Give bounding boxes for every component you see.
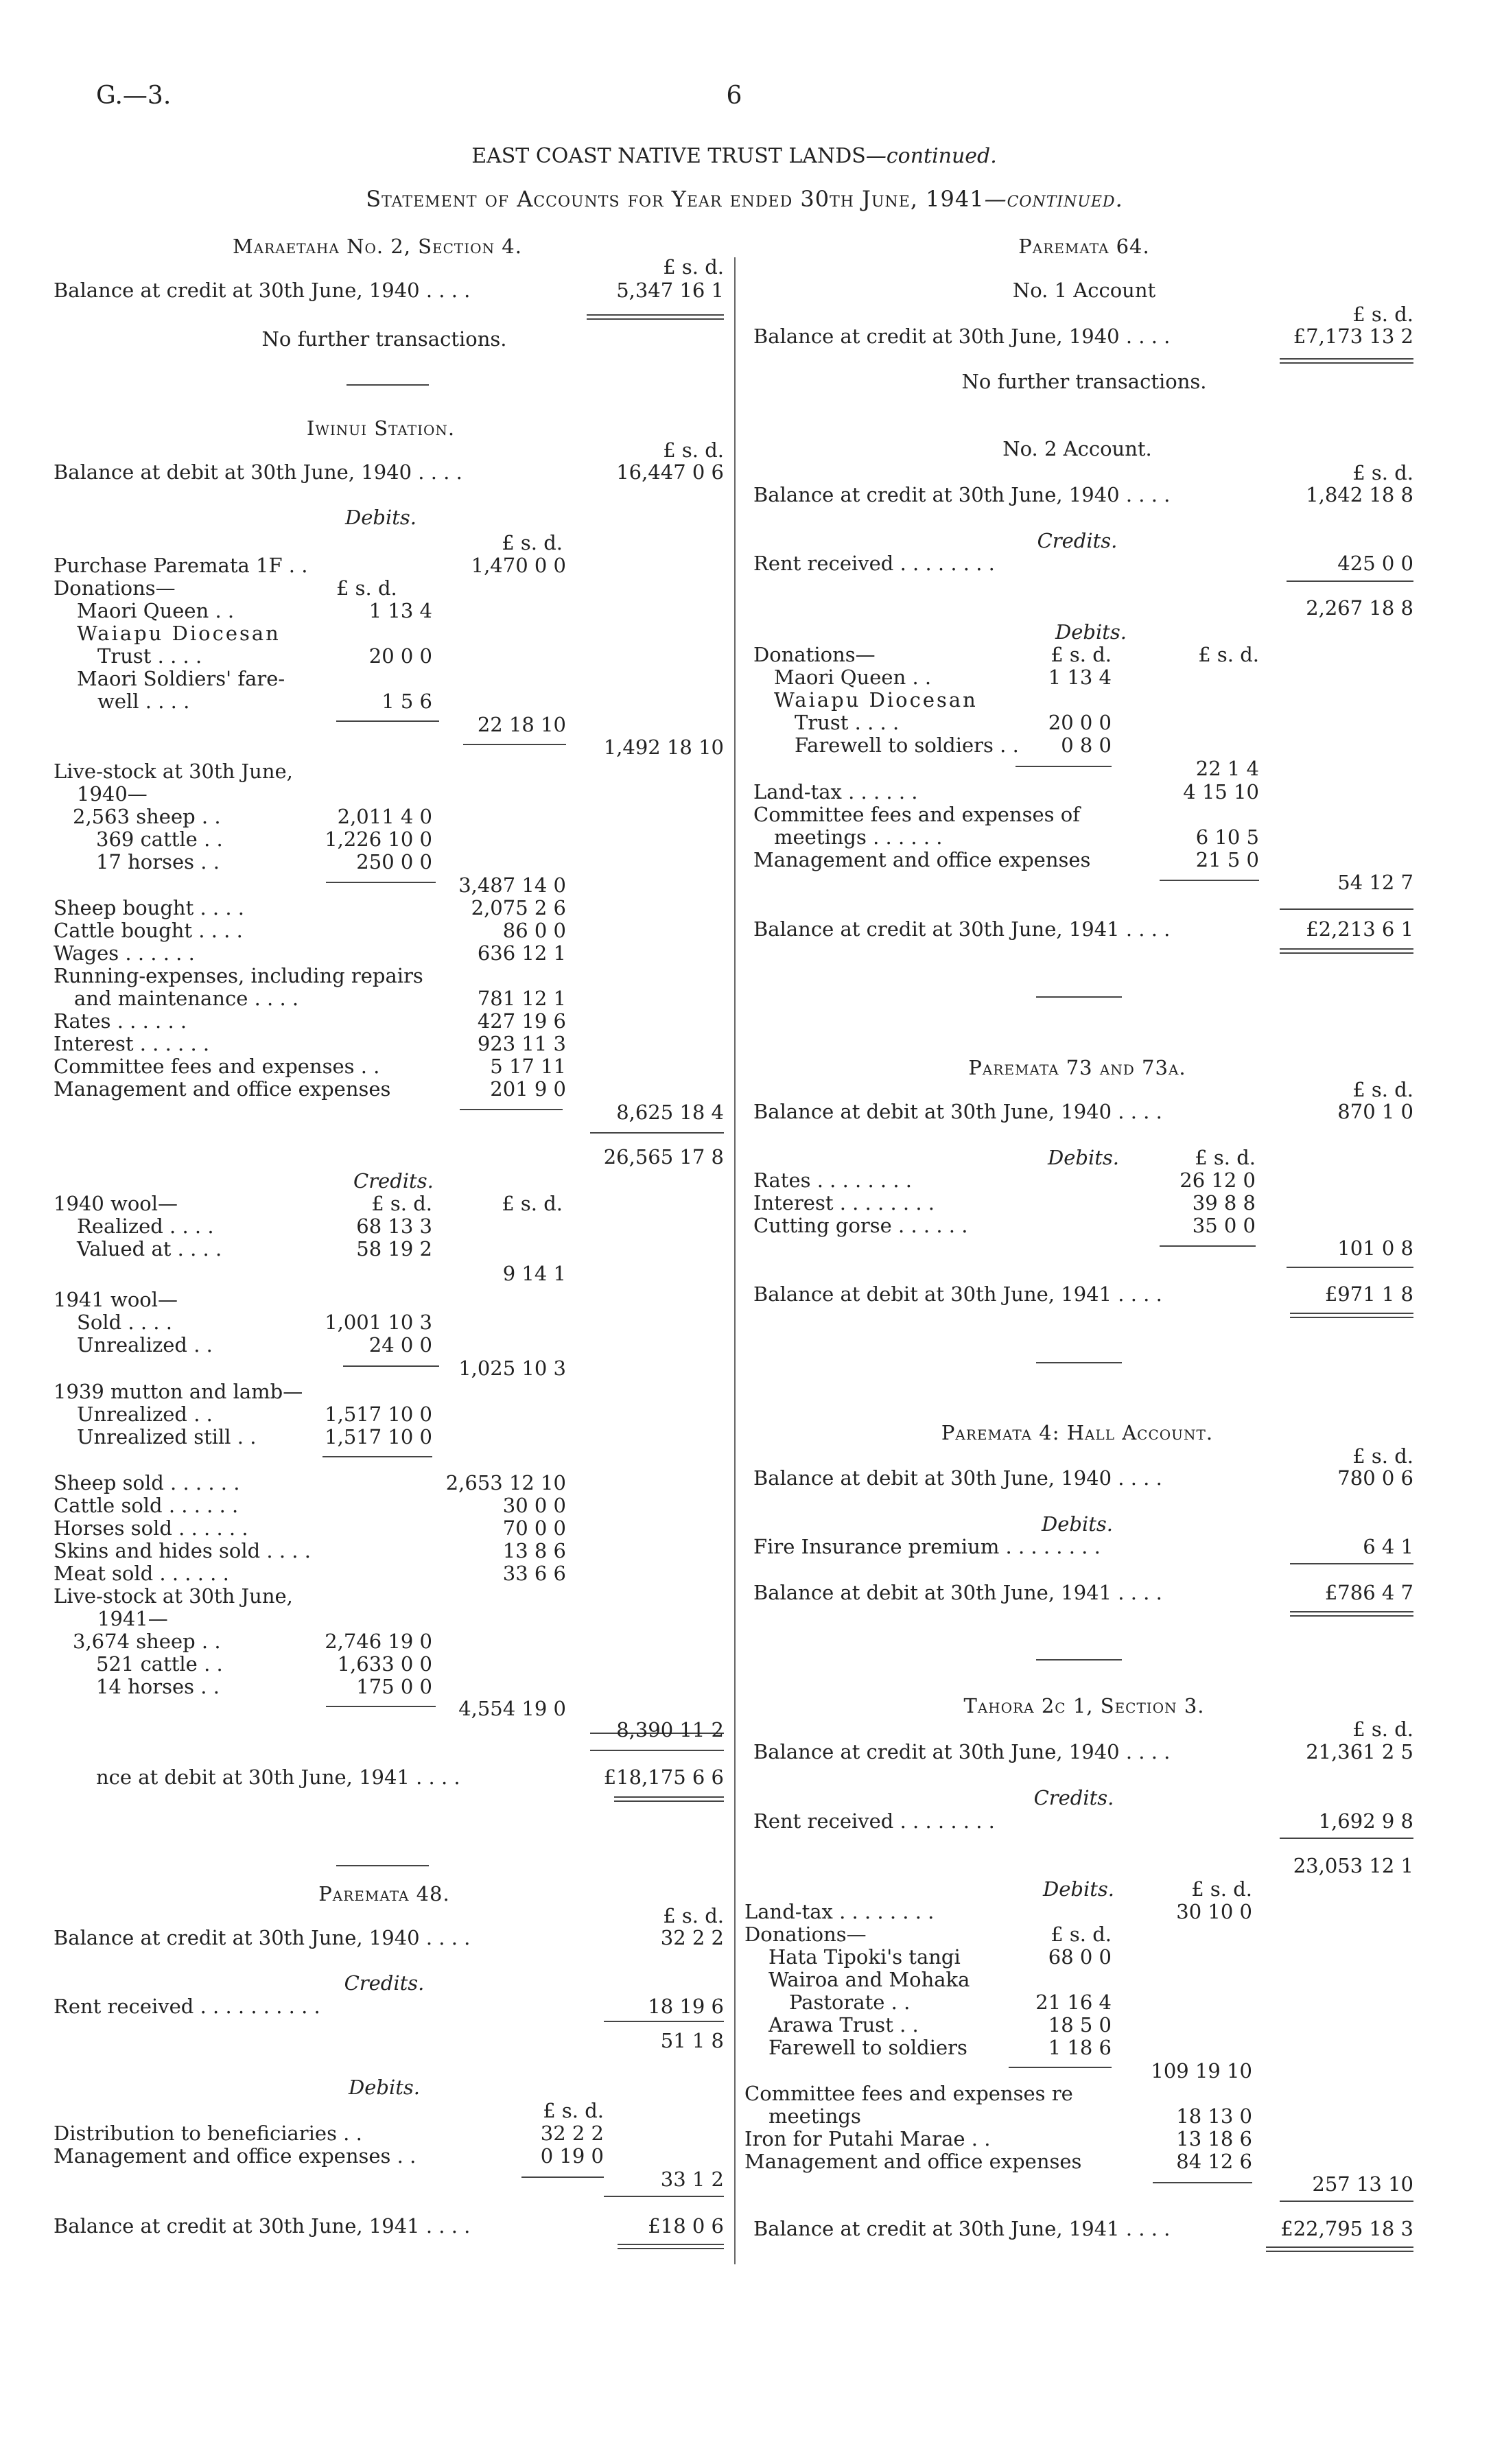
mutton-unrealized-still-amount: 1,517 10 0 xyxy=(325,1425,432,1448)
donations-total: 22 18 10 xyxy=(477,713,566,736)
maori-queen-label: Maori Queen . . xyxy=(77,599,235,622)
horses-1940-label: 17 horses . . xyxy=(96,850,220,873)
subtitle-continued: —continued. xyxy=(984,186,1123,212)
subtotal-rule xyxy=(604,2196,724,2197)
account2-land-tax-amount: 4 15 10 xyxy=(1183,780,1259,803)
account2-debits-heading: Debits. xyxy=(1055,620,1127,644)
tahora-management-label: Management and office expenses xyxy=(744,2150,1082,2173)
paremata73-interest-amount: 39 8 8 xyxy=(1192,1191,1256,1215)
maraetaha-no-transactions: No further transactions. xyxy=(261,327,507,351)
tahora-land-tax-label: Land-tax . . . . . . . . xyxy=(744,1900,935,1923)
lsd-header: £ s. d. xyxy=(663,1904,724,1927)
tahora-wairoa-label-1: Wairoa and Mohaka xyxy=(768,1968,970,1991)
lsd-header: £ s. d. xyxy=(1352,303,1413,326)
meat-sold-amount: 33 6 6 xyxy=(502,1562,566,1585)
paremata4-closing-label: Balance at debit at 30th June, 1941 . . . . xyxy=(753,1581,1162,1604)
double-rule xyxy=(614,1796,724,1802)
interest-amount: 923 11 3 xyxy=(477,1032,566,1055)
section-rule xyxy=(347,384,429,386)
account2-rent-label: Rent received . . . . . . . . xyxy=(753,552,995,575)
subtotal-rule xyxy=(343,1365,439,1367)
horses-sold-amount: 70 0 0 xyxy=(502,1516,566,1540)
iwinui-balance-amount: 16,447 0 6 xyxy=(616,460,724,484)
wool-1941-unrealized-label: Unrealized . . xyxy=(77,1333,213,1357)
tahora-committee-label-2: meetings xyxy=(768,2104,861,2128)
lsd-header: £ s. d. xyxy=(1050,1923,1112,1946)
tahora-balance-amount: 21,361 2 5 xyxy=(1306,1740,1413,1763)
account2-balance-amount: 1,842 18 8 xyxy=(1306,483,1413,506)
grand-total: 26,565 17 8 xyxy=(603,1145,724,1169)
paremata48-distribution-label: Distribution to beneficiaries . . xyxy=(54,2122,362,2145)
account2-land-tax-label: Land-tax . . . . . . xyxy=(753,780,918,803)
running-expenses-label-1: Running-expenses, including repairs xyxy=(54,964,423,987)
wool-1941-sold-amount: 1,001 10 3 xyxy=(325,1311,432,1334)
lsd-header: £ s. d. xyxy=(371,1192,432,1215)
sheep-bought-amount: 2,075 2 6 xyxy=(471,896,566,919)
tahora-hata-amount: 68 0 0 xyxy=(1048,1945,1112,1969)
double-rule xyxy=(1280,358,1413,364)
title-main: EAST COAST NATIVE TRUST LANDS xyxy=(471,144,866,168)
section-rule xyxy=(336,1865,429,1866)
column-divider xyxy=(734,257,736,2264)
subtotal-rule xyxy=(1287,580,1413,582)
lsd-header: £ s. d. xyxy=(336,576,397,600)
subtotal-rule xyxy=(1280,908,1413,910)
double-rule xyxy=(1280,948,1413,954)
iwinui-closing-amount: £18,175 6 6 xyxy=(603,1765,724,1789)
section-rule xyxy=(1036,1659,1122,1661)
management-label: Management and office expenses xyxy=(54,1077,391,1101)
mutton-unrealized-amount: 1,517 10 0 xyxy=(325,1403,432,1426)
waiapu-label-2: Trust . . . . xyxy=(97,644,202,668)
lsd-header: £ s. d. xyxy=(1352,1444,1413,1468)
subtotal-rule xyxy=(326,1706,436,1707)
lsd-header: £ s. d. xyxy=(1352,461,1413,484)
horses-1941-label: 14 horses . . xyxy=(96,1675,220,1698)
wages-label: Wages . . . . . . xyxy=(54,941,195,965)
paremata48-distribution-amount: 32 2 2 xyxy=(540,2122,604,2145)
maori-soldiers-amount: 1 5 6 xyxy=(381,690,432,713)
subtotal-rule xyxy=(1280,2201,1413,2202)
account2-committee-amount: 6 10 5 xyxy=(1195,825,1259,849)
tahora-arawa-amount: 18 5 0 xyxy=(1048,2013,1112,2037)
meat-sold-label: Meat sold . . . . . . xyxy=(54,1562,229,1585)
tahora-iron-label: Iron for Putahi Marae . . xyxy=(744,2127,991,2150)
paremata73-gorse-amount: 35 0 0 xyxy=(1192,1214,1256,1237)
paremata4-closing-amount: £786 4 7 xyxy=(1324,1581,1413,1604)
sheep-1941-amount: 2,746 19 0 xyxy=(325,1630,432,1653)
livestock-1940-label-1: Live-stock at 30th June, xyxy=(54,760,293,783)
subtotal-rule xyxy=(460,1109,563,1110)
paremata48-sum: 51 1 8 xyxy=(660,2029,724,2052)
account2-management-label: Management and office expenses xyxy=(753,848,1091,871)
horses-sold-label: Horses sold . . . . . . xyxy=(54,1516,248,1540)
tahora-donations-total: 109 19 10 xyxy=(1151,2059,1252,2082)
wool-1940-realized-label: Realized . . . . xyxy=(77,1215,214,1238)
subtotal-rule xyxy=(1290,1563,1413,1564)
tahora-closing-label: Balance at credit at 30th June, 1941 . . . . xyxy=(753,2217,1171,2240)
mutton-label: 1939 mutton and lamb— xyxy=(54,1380,303,1403)
account2-committee-label-1: Committee fees and expenses of xyxy=(753,803,1080,826)
cattle-bought-label: Cattle bought . . . . xyxy=(54,919,243,942)
lsd-header: £ s. d. xyxy=(543,2099,604,2122)
paremata73-rates-amount: 26 12 0 xyxy=(1179,1169,1256,1192)
maraetaha-heading: Maraetaha No. 2, Section 4. xyxy=(233,235,522,258)
double-rule xyxy=(1266,2246,1413,2252)
total-rule xyxy=(590,1750,724,1751)
maraetaha-balance-amount: 5,347 16 1 xyxy=(616,279,724,302)
paremata73-closing-label: Balance at debit at 30th June, 1941 . . . . xyxy=(753,1282,1162,1306)
wool-1940-valued-label: Valued at . . . . xyxy=(77,1237,222,1260)
account2-maori-queen-label: Maori Queen . . xyxy=(774,666,932,689)
horses-1941-amount: 175 0 0 xyxy=(356,1675,432,1698)
waiapu-amount: 20 0 0 xyxy=(368,644,432,668)
lsd-header: £ s. d. xyxy=(1352,1717,1413,1741)
wages-amount: 636 12 1 xyxy=(477,941,566,965)
account2-debits-total: 54 12 7 xyxy=(1337,871,1413,894)
account2-credits-heading: Credits. xyxy=(1037,529,1118,552)
paremata48-debits-heading: Debits. xyxy=(348,2076,421,2099)
wool-1941-label: 1941 wool— xyxy=(54,1288,178,1311)
paremata48-balance-amount: 32 2 2 xyxy=(660,1926,724,1949)
double-rule xyxy=(587,314,724,320)
credits-total: 8,390 11 2 xyxy=(616,1718,724,1741)
maori-soldiers-label-1: Maori Soldiers' fare- xyxy=(77,667,285,690)
lsd-header: £ s. d. xyxy=(663,438,724,462)
subtotal-rule xyxy=(322,1456,432,1457)
subtotal-rule xyxy=(1160,880,1259,881)
tahora-sum: 23,053 12 1 xyxy=(1293,1854,1413,1877)
tahora-rent-label: Rent received . . . . . . . . xyxy=(753,1809,995,1833)
paremata73-heading: Paremata 73 and 73a. xyxy=(968,1056,1186,1079)
paremata73-interest-label: Interest . . . . . . . . xyxy=(753,1191,935,1215)
skins-hides-label: Skins and hides sold . . . . xyxy=(54,1539,311,1562)
lsd-header: £ s. d. xyxy=(1195,1146,1256,1169)
sheep-sold-label: Sheep sold . . . . . . xyxy=(54,1471,240,1494)
subtotal-rule xyxy=(1009,2067,1112,2068)
livestock-1941-total: 4,554 19 0 xyxy=(458,1697,566,1720)
page-number: 6 xyxy=(726,82,742,110)
running-expenses-label-2: and maintenance . . . . xyxy=(74,987,299,1010)
subtitle xyxy=(366,188,1123,210)
account2-closing-label: Balance at credit at 30th June, 1941 . . . . xyxy=(753,917,1171,941)
interest-label: Interest . . . . . . xyxy=(54,1032,210,1055)
account2-donations-label: Donations— xyxy=(753,643,876,666)
livestock-1941-label-2: 1941— xyxy=(97,1607,168,1630)
tahora-farewell-amount: 1 18 6 xyxy=(1048,2036,1112,2059)
paremata48-credits-heading: Credits. xyxy=(344,1971,425,1995)
account2-sum: 2,267 18 8 xyxy=(1306,596,1413,620)
account2-closing-amount: £2,213 6 1 xyxy=(1306,917,1413,941)
iwinui-balance-label: Balance at debit at 30th June, 1940 . . . . xyxy=(54,460,462,484)
paremata48-closing-amount: £18 0 6 xyxy=(648,2214,724,2238)
tahora-arawa-label: Arawa Trust . . xyxy=(768,2013,919,2037)
tahora-iron-amount: 13 18 6 xyxy=(1176,2127,1252,2150)
committee-fees-label: Committee fees and expenses . . xyxy=(54,1055,380,1078)
cattle-1940-amount: 1,226 10 0 xyxy=(325,828,432,851)
account2-rent-amount: 425 0 0 xyxy=(1337,552,1413,575)
tahora-wairoa-amount: 21 16 4 xyxy=(1035,1991,1112,2014)
committee-fees-amount: 5 17 11 xyxy=(490,1055,566,1078)
paremata73-balance-label: Balance at debit at 30th June, 1940 . . . . xyxy=(753,1100,1162,1123)
account2-waiapu-label-1: Waiapu Diocesan xyxy=(774,688,978,712)
account2-farewell-amount: 0 8 0 xyxy=(1061,734,1112,757)
paremata4-heading: Paremata 4: Hall Account. xyxy=(941,1421,1214,1444)
paremata48-management-label: Management and office expenses . . xyxy=(54,2144,416,2168)
paremata4-balance-label: Balance at debit at 30th June, 1940 . . . . xyxy=(753,1466,1162,1490)
iwinui-credits-heading: Credits. xyxy=(353,1169,434,1193)
subtotal-rule xyxy=(336,720,439,722)
paremata64-balance-amount: £7,173 13 2 xyxy=(1293,325,1413,348)
paremata4-debits-heading: Debits. xyxy=(1041,1512,1114,1536)
tahora-rent-amount: 1,692 9 8 xyxy=(1318,1809,1413,1833)
cattle-1941-amount: 1,633 0 0 xyxy=(337,1652,432,1676)
tahora-farewell-label: Farewell to soldiers xyxy=(768,2036,967,2059)
double-rule xyxy=(1290,1313,1413,1318)
management-amount: 201 9 0 xyxy=(490,1077,566,1101)
wool-1940-total: 9 14 1 xyxy=(502,1262,566,1285)
purchase-paremata-amount: 1,470 0 0 xyxy=(471,554,566,577)
paremata48-balance-label: Balance at credit at 30th June, 1940 . . . . xyxy=(54,1926,471,1949)
tahora-closing-amount: £22,795 18 3 xyxy=(1280,2217,1413,2240)
lsd-header: £ s. d. xyxy=(1191,1877,1252,1901)
paremata64-account2: No. 2 Account. xyxy=(1002,437,1152,460)
wool-1940-realized-amount: 68 13 3 xyxy=(356,1215,432,1238)
subtotal-rule xyxy=(1280,1838,1413,1839)
iwinui-debits-heading: Debits. xyxy=(344,506,417,529)
cattle-sold-label: Cattle sold . . . . . . xyxy=(54,1494,239,1517)
paremata73-gorse-label: Cutting gorse . . . . . . xyxy=(753,1214,968,1237)
subtotal-rule xyxy=(1153,2182,1252,2183)
rates-amount: 427 19 6 xyxy=(477,1009,566,1033)
tahora-hata-label: Hata Tipoki's tangi xyxy=(768,1945,961,1969)
lsd-header: £ s. d. xyxy=(1050,643,1112,666)
subtitle-main: Statement of Accounts for Year ended 30th June, 1941 xyxy=(366,186,985,212)
lsd-header: £ s. d. xyxy=(502,531,563,554)
cattle-bought-amount: 86 0 0 xyxy=(502,919,566,942)
paremata73-debits-total: 101 0 8 xyxy=(1337,1236,1413,1260)
tahora-debits-total: 257 13 10 xyxy=(1312,2172,1413,2196)
iwinui-heading: Iwinui Station. xyxy=(306,416,456,440)
debits-total: 8,625 18 4 xyxy=(616,1101,724,1124)
account2-farewell-label: Farewell to soldiers . . xyxy=(795,734,1019,757)
wool-1941-unrealized-amount: 24 0 0 xyxy=(368,1333,432,1357)
paremata48-management-amount: 0 19 0 xyxy=(540,2144,604,2168)
subtotal-rule xyxy=(1015,766,1112,767)
section-rule xyxy=(1036,1362,1122,1363)
paremata64-no-transactions: No further transactions. xyxy=(961,370,1207,393)
account2-waiapu-label-2: Trust . . . . xyxy=(795,711,900,734)
iwinui-closing-label: nce at debit at 30th June, 1941 . . . . xyxy=(96,1765,460,1789)
livestock-1940-total: 3,487 14 0 xyxy=(458,873,566,897)
tahora-credits-heading: Credits. xyxy=(1033,1786,1114,1809)
wool-1941-sold-label: Sold . . . . xyxy=(77,1311,172,1334)
paremata4-balance-amount: 780 0 6 xyxy=(1337,1466,1413,1490)
subtotal-rule xyxy=(604,2021,724,2022)
subtotal-rule xyxy=(1287,1267,1413,1268)
total-rule xyxy=(590,1132,724,1134)
account2-waiapu-amount: 20 0 0 xyxy=(1048,711,1112,734)
rates-label: Rates . . . . . . xyxy=(54,1009,187,1033)
sheep-sold-amount: 2,653 12 10 xyxy=(445,1471,566,1494)
double-rule xyxy=(618,2244,724,2249)
subtotal-rule xyxy=(1160,1245,1256,1247)
subtotal-rule xyxy=(326,882,436,883)
title-continued: —continued. xyxy=(865,144,997,168)
paremata4-fire-amount: 6 4 1 xyxy=(1363,1535,1413,1558)
skins-hides-amount: 13 8 6 xyxy=(502,1539,566,1562)
livestock-1940-label-2: 1940— xyxy=(77,782,148,806)
paremata48-debits-total: 33 1 2 xyxy=(660,2168,724,2191)
mutton-unrealized-still-label: Unrealized still . . xyxy=(77,1425,257,1448)
paremata64-balance-label: Balance at credit at 30th June, 1940 . . . . xyxy=(753,325,1171,348)
paremata73-rates-label: Rates . . . . . . . . xyxy=(753,1169,912,1192)
paremata48-closing-label: Balance at credit at 30th June, 1941 . . . . xyxy=(54,2214,471,2238)
donations-label: Donations— xyxy=(54,576,176,600)
account2-committee-label-2: meetings . . . . . . xyxy=(774,825,943,849)
tahora-donations-label: Donations— xyxy=(744,1923,867,1946)
tahora-debits-heading: Debits. xyxy=(1043,1877,1115,1901)
paremata64-account1: No. 1 Account xyxy=(1012,279,1156,302)
account2-donations-total: 22 1 4 xyxy=(1195,757,1259,780)
debits-subtotal: 1,492 18 10 xyxy=(603,736,724,759)
wool-1941-total: 1,025 10 3 xyxy=(458,1357,566,1380)
cattle-1941-label: 521 cattle . . xyxy=(96,1652,223,1676)
lsd-header: £ s. d. xyxy=(663,255,724,279)
account2-maori-queen-amount: 1 13 4 xyxy=(1048,666,1112,689)
purchase-paremata-label: Purchase Paremata 1F . . xyxy=(54,554,308,577)
paremata4-fire-label: Fire Insurance premium . . . . . . . . xyxy=(753,1535,1101,1558)
paremata48-rent-label: Rent received . . . . . . . . . . xyxy=(54,1995,320,2018)
paremata73-closing-amount: £971 1 8 xyxy=(1324,1282,1413,1306)
double-rule xyxy=(1290,1611,1413,1617)
lsd-header: £ s. d. xyxy=(1198,643,1259,666)
page-reference: G.—3. xyxy=(96,82,172,110)
wool-1940-valued-amount: 58 19 2 xyxy=(356,1237,432,1260)
tahora-management-amount: 84 12 6 xyxy=(1176,2150,1252,2173)
maori-soldiers-label-2: well . . . . xyxy=(97,690,190,713)
livestock-1941-label-1: Live-stock at 30th June, xyxy=(54,1584,293,1608)
lsd-header: £ s. d. xyxy=(1352,1078,1413,1101)
maori-queen-amount: 1 13 4 xyxy=(368,599,432,622)
sheep-1940-amount: 2,011 4 0 xyxy=(337,805,432,828)
lsd-header: £ s. d. xyxy=(502,1192,563,1215)
cattle-sold-amount: 30 0 0 xyxy=(502,1494,566,1517)
maraetaha-balance-label: Balance at credit at 30th June, 1940 . . . . xyxy=(54,279,471,302)
tahora-heading: Tahora 2c 1, Section 3. xyxy=(963,1694,1205,1717)
tahora-wairoa-label-2: Pastorate . . xyxy=(789,1991,911,2014)
tahora-committee-amount: 18 13 0 xyxy=(1176,2104,1252,2128)
paremata73-balance-amount: 870 1 0 xyxy=(1337,1100,1413,1123)
horses-1940-amount: 250 0 0 xyxy=(356,850,432,873)
account2-management-amount: 21 5 0 xyxy=(1195,848,1259,871)
tahora-committee-text: Committee fees and expenses re xyxy=(744,2082,1073,2105)
wool-1940-label: 1940 wool— xyxy=(54,1192,178,1215)
paremata48-heading: Paremata 48. xyxy=(318,1882,450,1905)
paremata73-debits-heading: Debits. xyxy=(1048,1146,1120,1169)
paremata48-rent-amount: 18 19 6 xyxy=(648,1995,724,2018)
tahora-land-tax-amount: 30 10 0 xyxy=(1176,1900,1252,1923)
waiapu-label-1: Waiapu Diocesan xyxy=(77,622,281,645)
account2-balance-label: Balance at credit at 30th June, 1940 . . . . xyxy=(753,483,1171,506)
running-expenses-amount: 781 12 1 xyxy=(477,987,566,1010)
paremata64-heading: Paremata 64. xyxy=(1018,235,1150,258)
subtotal-rule xyxy=(463,744,566,745)
sheep-1940-label: 2,563 sheep . . xyxy=(73,805,221,828)
cattle-1940-label: 369 cattle . . xyxy=(96,828,223,851)
sheep-bought-label: Sheep bought . . . . xyxy=(54,896,244,919)
mutton-unrealized-label: Unrealized . . xyxy=(77,1403,213,1426)
sheep-1941-label: 3,674 sheep . . xyxy=(73,1630,221,1653)
tahora-balance-label: Balance at credit at 30th June, 1940 . . . . xyxy=(753,1740,1171,1763)
tahora-committee-label-1 xyxy=(744,2082,1073,2104)
title xyxy=(471,145,997,167)
section-rule xyxy=(1036,996,1122,998)
